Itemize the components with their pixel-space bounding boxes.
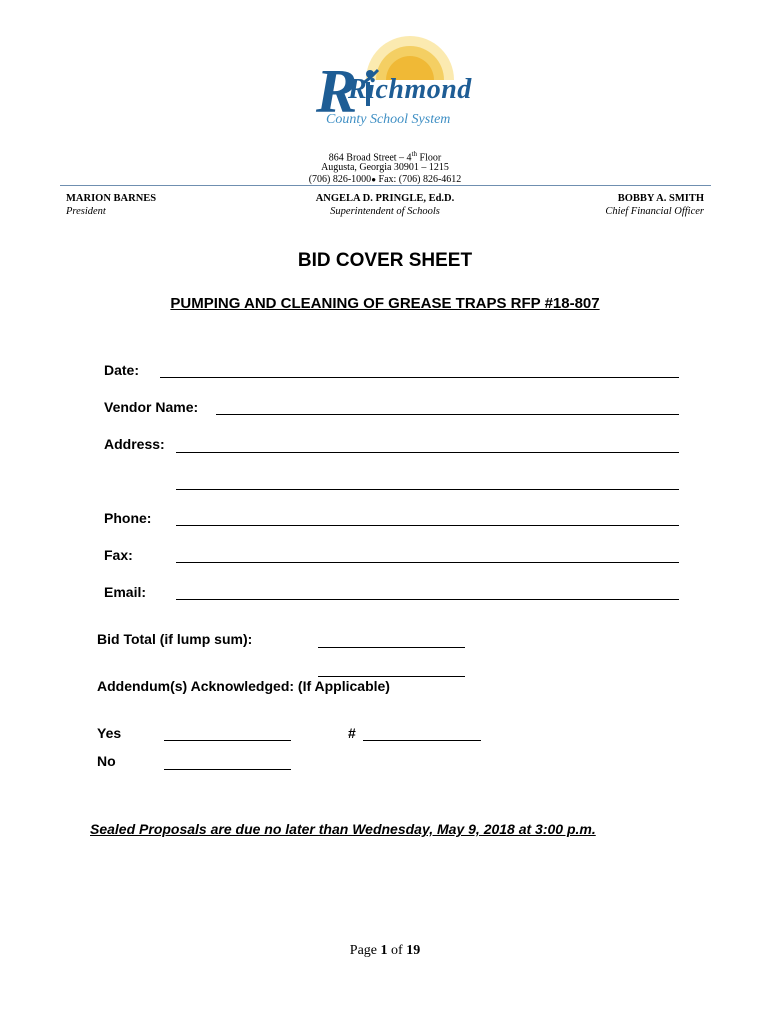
official-role-president: President	[66, 206, 106, 217]
document-title: BID COVER SHEET	[297, 250, 473, 271]
phone-field[interactable]	[176, 525, 679, 526]
official-role-superintendent: Superintendent of Schools	[330, 206, 440, 217]
deadline-notice: Sealed Proposals are due no later than Wednesday, May 9, 2018 at 3:00 p.m.	[90, 821, 596, 837]
fax-label: Fax:	[104, 547, 133, 563]
address-line-3: (706) 826-1000● Fax: (706) 826-4612	[308, 174, 462, 185]
addendum-label: Addendum(s) Acknowledged: (If Applicable)	[97, 678, 390, 694]
email-field[interactable]	[176, 599, 679, 600]
date-label: Date:	[104, 362, 140, 378]
richmond-county-logo	[310, 32, 495, 137]
vendor-name-label: Vendor Name:	[104, 399, 199, 415]
bid-total-label: Bid Total (if lump sum):	[97, 631, 253, 647]
date-field[interactable]	[160, 377, 679, 378]
official-name-cfo: BOBBY A. SMITH	[617, 193, 704, 204]
address-line-2: Augusta, Georgia 30901 – 1215	[321, 162, 449, 173]
no-label: No	[97, 753, 116, 769]
email-label: Email:	[104, 584, 147, 600]
vendor-name-field[interactable]	[216, 414, 679, 415]
address-line-1: 864 Broad Street – 4th Floor	[328, 150, 442, 164]
official-name-president: MARION BARNES	[66, 193, 157, 204]
official-name-superintendent: ANGELA D. PRINGLE, Ed.D.	[315, 193, 455, 204]
logo-subtitle: County School System	[326, 112, 451, 127]
header-rule	[60, 185, 711, 186]
addendum-number-field[interactable]	[363, 740, 481, 741]
page-footer: Page 1 of 19	[349, 943, 421, 958]
official-role-cfo: Chief Financial Officer	[605, 206, 704, 217]
bullet-icon: ●	[371, 175, 377, 184]
address-label: Address:	[104, 436, 165, 452]
fax-field[interactable]	[176, 562, 679, 563]
svg-text:R: R	[316, 58, 358, 126]
addendum-number-label: #	[348, 725, 356, 741]
yes-field[interactable]	[164, 740, 291, 741]
addendum-field[interactable]	[318, 676, 465, 677]
address-field-2[interactable]	[176, 489, 679, 490]
no-field[interactable]	[164, 769, 291, 770]
phone-label: Phone:	[104, 510, 152, 526]
logo-word: Richmond	[348, 74, 472, 105]
address-field-1[interactable]	[176, 452, 679, 453]
yes-label: Yes	[97, 725, 122, 741]
bid-total-field[interactable]	[318, 647, 465, 648]
document-subtitle: PUMPING AND CLEANING OF GREASE TRAPS RFP #18-807	[170, 295, 600, 312]
